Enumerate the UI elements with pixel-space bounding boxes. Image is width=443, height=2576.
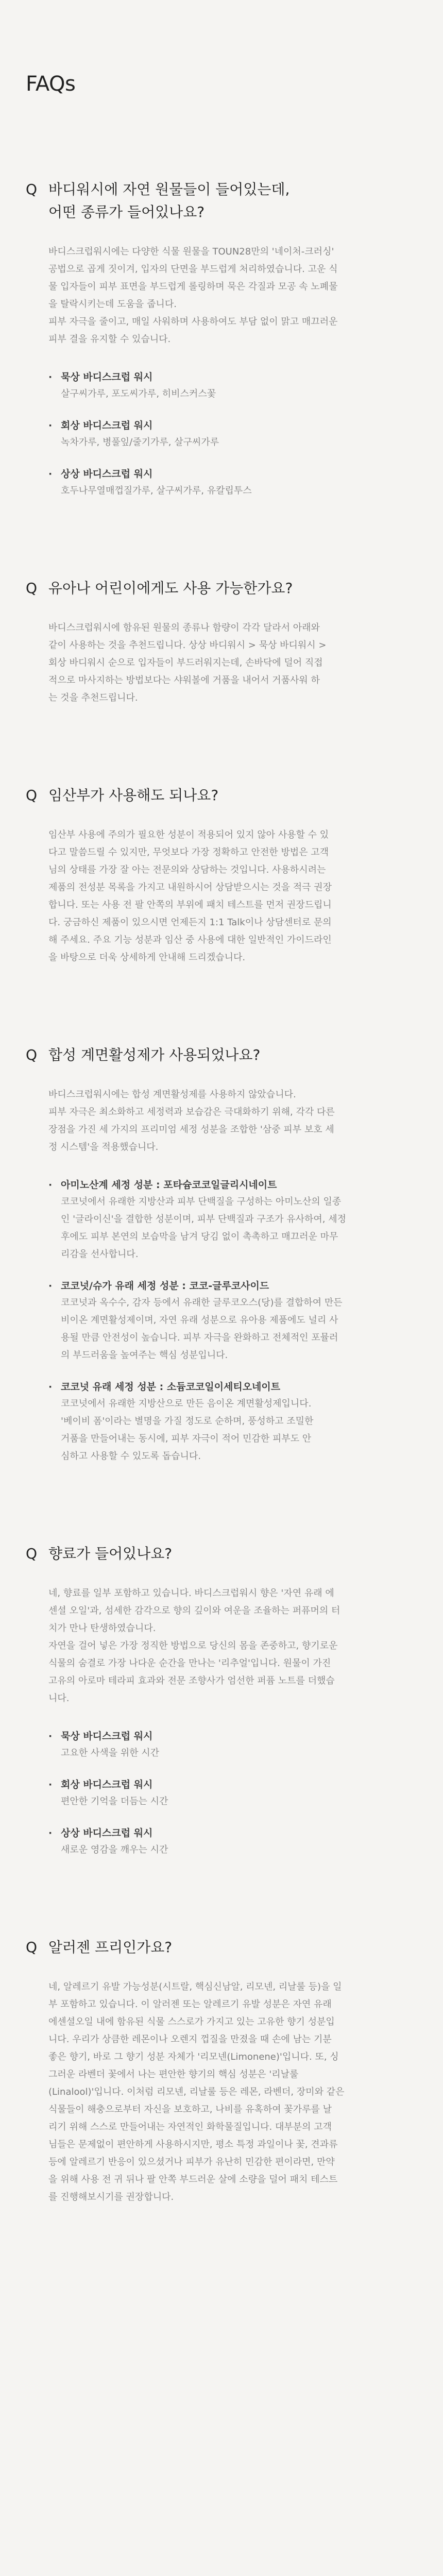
bullet-dot-icon: · (48, 1731, 53, 1742)
answer-paragraph: 네, 향료를 일부 포함하고 있습니다. 바디스크럽워시 향은 '자연 유래 에 센셜 오일'과, 섬세한 감각으로 향의 깊이와 여운을 조율하는 퍼퓨머의 터 치가 만나 탄생하였습니다. (48, 1588, 340, 1634)
bullet-dot-icon: · (48, 468, 53, 480)
faq-question[interactable] (26, 577, 417, 600)
faq-answer (48, 1086, 419, 1465)
group-heading (48, 1177, 419, 1193)
faq-item (26, 178, 417, 500)
faq-item (26, 1936, 417, 2206)
group-title: 상상 바디스크럽 워시 (61, 468, 153, 480)
group-title: 묵상 바디스크럽 워시 (61, 1731, 153, 1742)
faq-item (26, 1543, 417, 1859)
faq-question[interactable] (26, 1044, 417, 1066)
faq-answer (48, 1978, 419, 2206)
group-description: 새로운 영감을 깨우는 시간 (61, 1844, 168, 1855)
bullet-dot-icon: · (48, 1827, 53, 1839)
group-heading (48, 1278, 419, 1294)
bullet-dot-icon: · (48, 1280, 53, 1292)
answer-group (48, 1728, 419, 1762)
answer-group (48, 417, 419, 451)
answer-group (48, 1825, 419, 1859)
group-heading (48, 1728, 419, 1744)
question-text: 합성 계면활성제가 사용되었나요? (48, 1046, 261, 1063)
bullet-dot-icon: · (48, 1779, 53, 1790)
answer-group (48, 1278, 419, 1364)
question-mark-label: Q (26, 787, 38, 804)
answer-paragraph: 임산부 사용에 주의가 필요한 성분이 적용되어 있지 않아 사용할 수 있 다고 말씀드릴 수 있지만, 무엇보다 가장 정확하고 안전한 방법은 고객 님의 상태를 가장 잘 아는 전문의와 상담하는 것입니다. 사용하시려는 제품의 전성분 목록을 가지고 내원하시어 상담받으시는 것을 적극 권장 합니다. 또는 사용 전 팔 안쪽의 부위에 패치 테스트를 먼저 권장드립니 다. 궁금하신 제품이 있으시면 언제든지 1:1 Talk이나 상담센터로 문의 해 주세요. 주요 기능 성분과 임산 중 사용에 대한 일반적인 가이드라인 을 바탕으로 더욱 상세하게 안내해 드리겠습니다. (48, 829, 332, 963)
answer-paragraph: 자연을 걸어 넣은 가장 정직한 방법으로 당신의 몸을 존중하고, 향기로운 식물의 숨결로 가장 나다운 순간을 만나는 '리추얼'입니다. 원물이 가진 고유의 아로마 테라피 효과와 전문 조향사가 엄선한 퍼퓸 노트를 더했습 니다. (48, 1640, 338, 1704)
answer-paragraph: 네, 알레르기 유발 가능성분(시트랄, 핵심신남알, 리모넨, 리날룰 등)을 일 부 포함하고 있습니다. 이 알러젠 또는 알레르기 유발 성분은 자연 유래 에센셜오일 내에 함유된 식물 스스로가 가지고 있는 고유한 향기 성분입 니다. 우리가 상큼한 레몬이나 오렌지 껍질을 만졌을 때 손에 남는 기분 좋은 향기, 바로 그 향기 성분 자체가 '리모넨(Limonene)'입니다. 또, 싱 그러운 라벤더 꽃에서 나는 편안한 향기의 핵심 성분은 '리날룰 (Linalool)'입니다. 이처럼 리모넨, 리날룰 등은 레몬, 라벤더, 장미와 같은 식물들이 해충으로부터 자신을 보호하고, 나비를 유혹하여 꽃가루를 날 리기 위해 스스로 만들어내는 자연적인 화학물질입니다. 대부분의 고객 님들은 문제없이 편안하게 사용하시지만, 평소 특정 과일이나 꽃, 견과류 등에 알레르기 반응이 있으셨거나 피부가 유난히 민감한 편이라면, 만약 을 위해 사용 전 귀 뒤나 팔 안쪽 부드러운 살에 소량을 덜어 패치 테스트 를 진행해보시기를 권장합니다. (48, 1981, 345, 2202)
bullet-dot-icon: · (48, 1179, 53, 1191)
question-mark-label: Q (26, 1939, 38, 1956)
group-title: 코코넛 유래 세정 성분 : 소듐코코일이세티오네이트 (61, 1381, 281, 1393)
answer-paragraph: 바디스크럽워시에 함유된 원물의 종류나 함량이 각각 달라서 아래와 같이 사용하는 것을 추천드립니다. 상상 바디워시 > 묵상 바디워시 > 회상 바디워시 순으로 입자들이 부드러워지는데, 손바닥에 덜어 직접 적으로 마사지하는 방법보다는 샤워볼에 거품을 내어서 거품사워 하 는 것을 추천드립니다. (48, 622, 327, 703)
bullet-dot-icon: · (48, 371, 53, 383)
question-text: 향료가 들어있나요? (48, 1545, 173, 1562)
faq-question[interactable] (26, 1543, 417, 1565)
page-title: FAQs (26, 72, 76, 96)
faq-answer (48, 1585, 419, 1859)
faq-question[interactable] (26, 178, 417, 224)
group-title: 코코넛/슈가 유래 세정 성분 : 코코-글루코사이드 (61, 1280, 269, 1292)
group-heading (48, 369, 419, 385)
group-description: 코코넛과 옥수수, 감자 등에서 유래한 글루코오스(당)를 결합하여 만든 비이온 계면활성제이며, 자연 유래 성분으로 유아용 제품에도 널리 사 용될 만큼 안전성이 높습니다. 피부 자극을 완화하고 전체적인 포뮬러 의 부드러움을 높여주는 핵심 성분입니다. (61, 1297, 343, 1361)
group-description: 녹차가루, 병풀잎/줄기가루, 살구씨가루 (61, 437, 219, 448)
group-description: 편안한 기억을 더듬는 시간 (61, 1796, 168, 1807)
faq-item (26, 577, 417, 707)
group-heading (48, 1379, 419, 1395)
group-heading (48, 466, 419, 482)
answer-paragraph: 피부 자극을 줄이고, 매일 사워하며 사용하여도 부담 없이 맑고 매끄러운 피부 결을 유지할 수 있습니다. (48, 316, 338, 345)
faq-item (26, 1044, 417, 1465)
question-text: 알러젠 프리인가요? (48, 1939, 173, 1956)
faq-answer (48, 826, 419, 967)
question-mark-label: Q (26, 181, 38, 198)
answer-group (48, 369, 419, 403)
group-heading (48, 417, 419, 434)
group-heading (48, 1776, 419, 1793)
answer-paragraph: 바디스크럽워시에는 다양한 식물 원물을 TOUN28만의 '네이처-크러싱' 공법으로 곱게 짓이겨, 입자의 단면을 부드럽게 처리하였습니다. 고운 식 물 입자들이 피부 표면을 부드럽게 롤링하며 묵은 각질과 모공 속 노폐물 을 탈락시키는데 도움을 줍니다. (48, 246, 338, 310)
question-mark-label: Q (26, 580, 38, 597)
group-description: 코코넛에서 유래한 지방산으로 만든 음이온 계면활성제입니다. '베이비 폼'이라는 별명을 가질 정도로 순하며, 풍성하고 조밀한 거품을 만들어내는 동시에, 피부 자극이 적어 민감한 피부도 안 심하고 사용할 수 있도록 돕습니다. (61, 1398, 314, 1462)
faq-question[interactable] (26, 1936, 417, 1959)
faq-list (26, 178, 417, 2206)
answer-group (48, 1776, 419, 1810)
faq-item (26, 784, 417, 967)
group-description: 호두나무열매껍질가루, 살구씨가루, 유칼립투스 (61, 485, 252, 496)
answer-paragraph: 바디스크럽워시에는 합성 계면활성제를 사용하지 않았습니다. 피부 자극은 최소화하고 세정력과 보습감은 극대화하기 위해, 각각 다른 장점을 가진 세 가지의 프리미엄 세정 성분을 조합한 '삼중 피부 보호 세 정 시스템'을 적용했습니다. (48, 1089, 335, 1153)
faq-answer (48, 243, 419, 500)
faq-question[interactable] (26, 784, 417, 807)
question-text: 임산부가 사용해도 되나요? (48, 787, 219, 804)
bullet-dot-icon: · (48, 420, 53, 431)
group-title: 묵상 바디스크럽 워시 (61, 371, 153, 383)
faq-answer (48, 619, 419, 707)
group-description: 살구씨가루, 포도씨가루, 히비스커스꽃 (61, 388, 216, 399)
question-mark-label: Q (26, 1545, 38, 1562)
question-mark-label: Q (26, 1046, 38, 1063)
question-text: 바디워시에 자연 원물들이 들어있는데, 어떤 종류가 들어있나요? (48, 181, 290, 221)
question-text: 유아나 어린이에게도 사용 가능한가요? (48, 580, 293, 597)
group-title: 상상 바디스크럽 워시 (61, 1827, 153, 1839)
group-description: 고요한 사색을 위한 시간 (61, 1748, 160, 1758)
group-title: 회상 바디스크럽 워시 (61, 420, 153, 431)
answer-group (48, 1177, 419, 1263)
group-title: 회상 바디스크럽 워시 (61, 1779, 153, 1790)
answer-group (48, 1379, 419, 1465)
group-title: 아미노산계 세정 성분 : 포타슘코코일글리시네이트 (61, 1179, 277, 1191)
bullet-dot-icon: · (48, 1381, 53, 1393)
group-description: 코코넛에서 유래한 지방산과 피부 단백질을 구성하는 아미노산의 일종 인 '글라이신'을 결합한 성분이며, 피부 단백질과 구조가 유사하여, 세정 후에도 피부 본연의 보습막을 남겨 당김 없이 촉촉하고 매끄러운 마무 리감을 선사합니다. (61, 1196, 346, 1260)
answer-group (48, 466, 419, 500)
group-heading (48, 1825, 419, 1841)
